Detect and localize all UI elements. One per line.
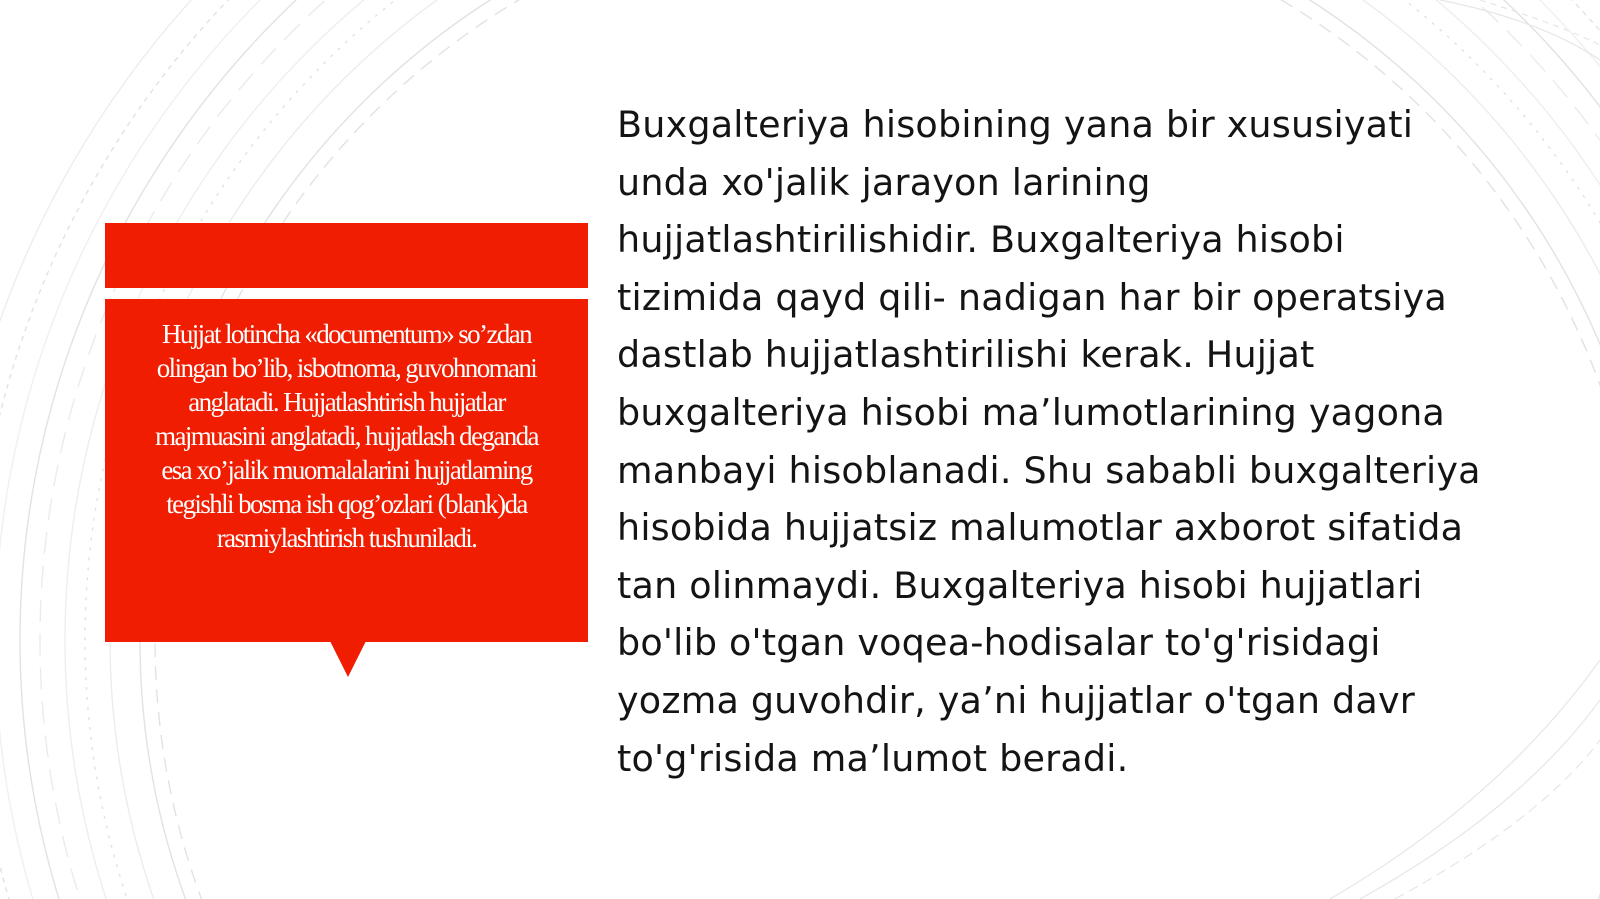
callout-text: Hujjat lotincha «documentum» so’zdan olingan bo’lib, isbotnoma, guvohnomani anglatadi. Hujjatlashtirish hujjatlar majmuasini anglatadi, hujjatlash deganda esa xo’jalik muomalalarini hujjatlaming tegishli bosma ish qog’ozlari (blank)da rasmiylashtirish tushuniladi.	[155, 319, 538, 553]
callout-pointer	[330, 641, 366, 677]
main-paragraph: Buxgalteriya hisobining yana bir xususiyati unda xo'jalik jarayon larining hujjatlashtirilishidir. Buxgalteriya hisobi tizimida qayd qili- nadigan har bir operatsiya dastlab hujjatlashtirilishi kerak. Hujjat buxgalteriya hisobi ma’lumotlarining yagona manbayi hisoblanadi. Shu sababli buxgalteriya hisobida hujjatsiz malumotlar axborot sifatida tan olinmaydi. Buxgalteriya hisobi hujjatlari bo'lib o'tgan voqea-hodisalar to'g'risidagi yozma guvohdir, ya’ni hujjatlar o'tgan davr to'g'risida ma’lumot beradi.	[617, 103, 1481, 780]
accent-header-bar	[105, 223, 588, 288]
definition-callout-box	[105, 299, 588, 642]
